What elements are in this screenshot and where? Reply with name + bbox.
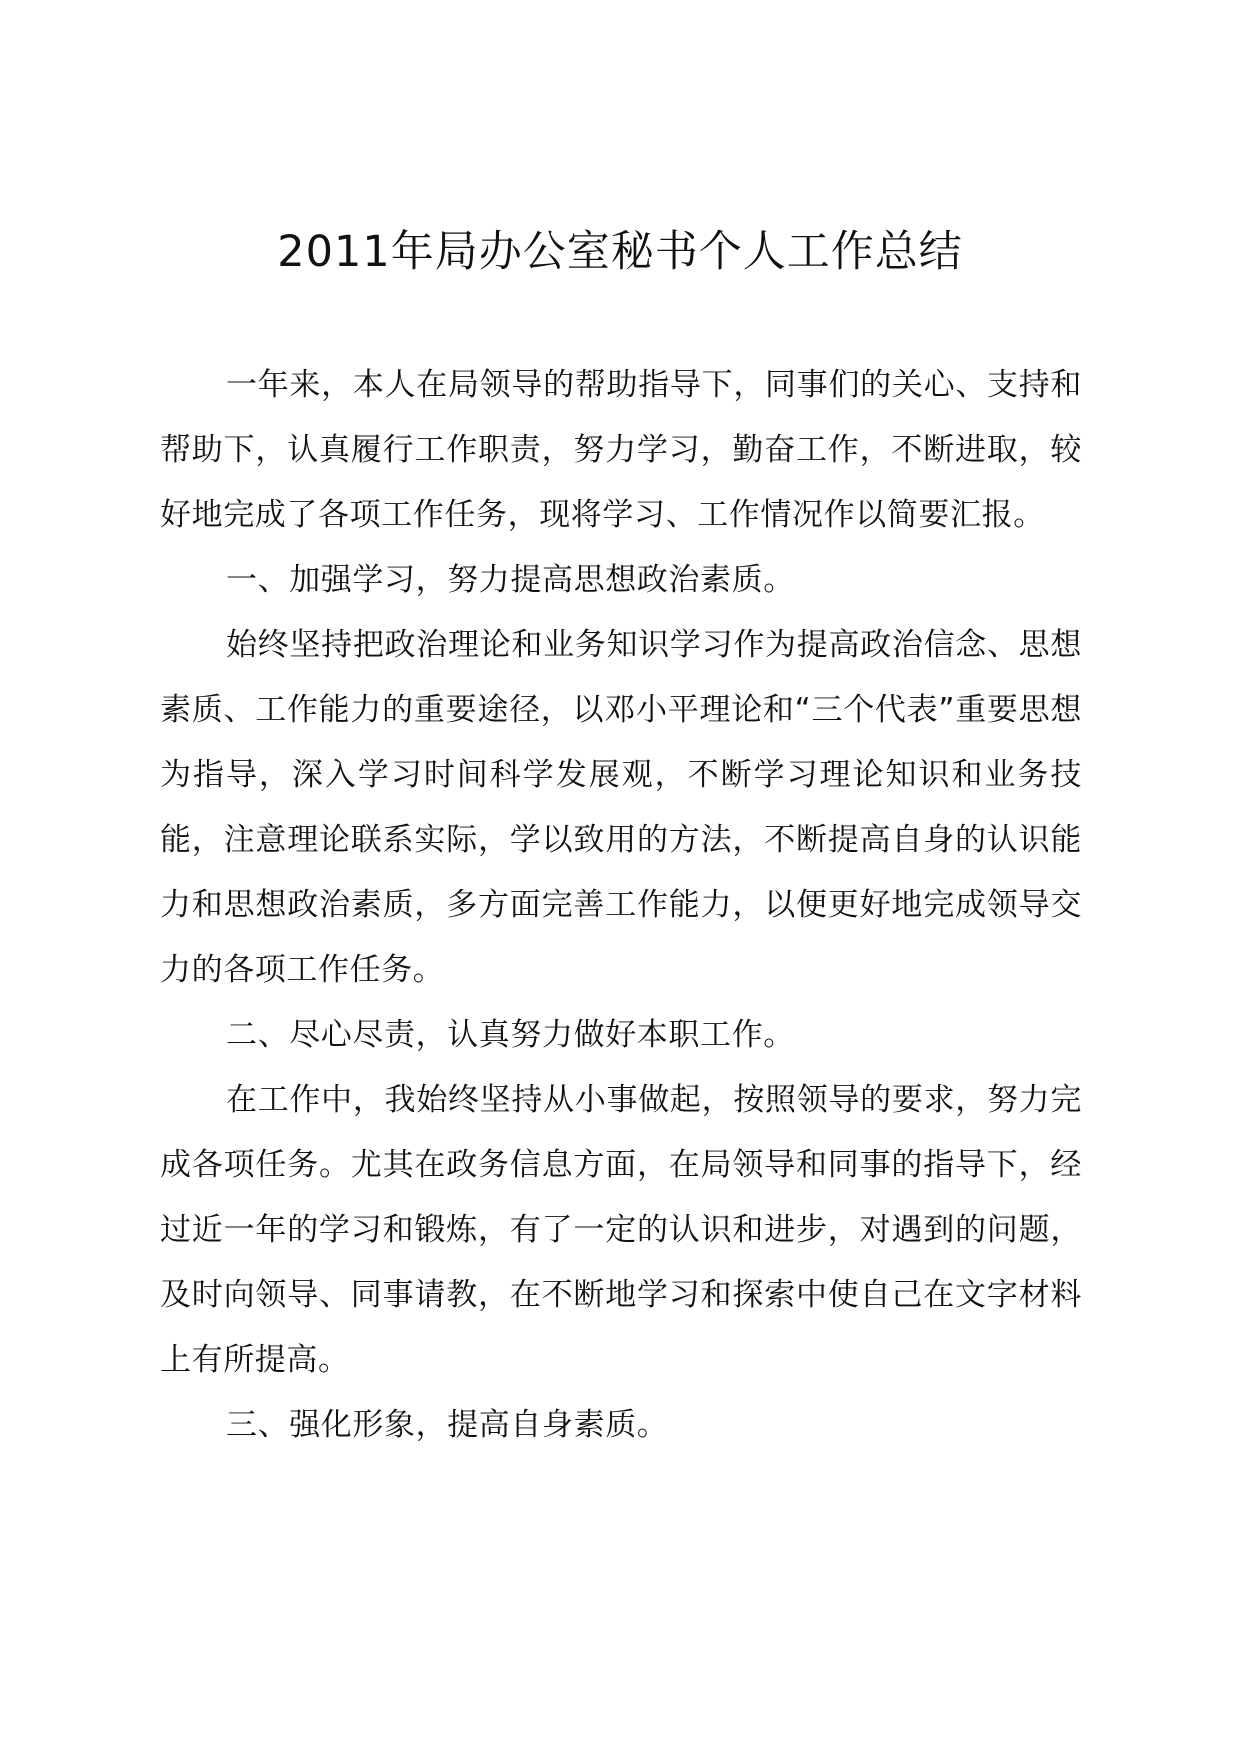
section-heading-3: 三、强化形象，提高自身素质。: [226, 1407, 669, 1443]
document-title: 2011年局办公室秘书个人工作总结: [277, 227, 963, 277]
section-heading-1: 一、加强学习，努力提高思想政治素质。: [226, 562, 795, 598]
section-2-paragraph: 在工作中，我始终坚持从小事做起，按照领导的要求，努力完成各项任务。尤其在政务信息方面，在局领导和同事的指导下，经过近一年的学习和锻炼，有了一定的认识和进步，对遇到的问题，及时向领导、同事请教，在不断地学习和探索中使自己在文字材料上有所提高。: [160, 1082, 1082, 1378]
intro-paragraph: 一年来，本人在局领导的帮助指导下，同事们的关心、支持和帮助下，认真履行工作职责，努力学习，勤奋工作，不断进取，较好地完成了各项工作任务，现将学习、工作情况作以简要汇报。: [160, 367, 1082, 533]
document-body: [160, 353, 1082, 1458]
section-1-paragraph: 始终坚持把政治理论和业务知识学习作为提高政治信念、思想素质、工作能力的重要途径，以邓小平理论和“三个代表”重要思想为指导，深入学习时间科学发展观，不断学习理论知识和业务技能，注意理论联系实际，学以致用的方法，不断提高自身的认识能力和思想政治素质，多方面完善工作能力，以便更好地完成领导交力的各项工作任务。: [160, 627, 1082, 988]
section-heading-2: 二、尽心尽责，认真努力做好本职工作。: [226, 1017, 795, 1053]
